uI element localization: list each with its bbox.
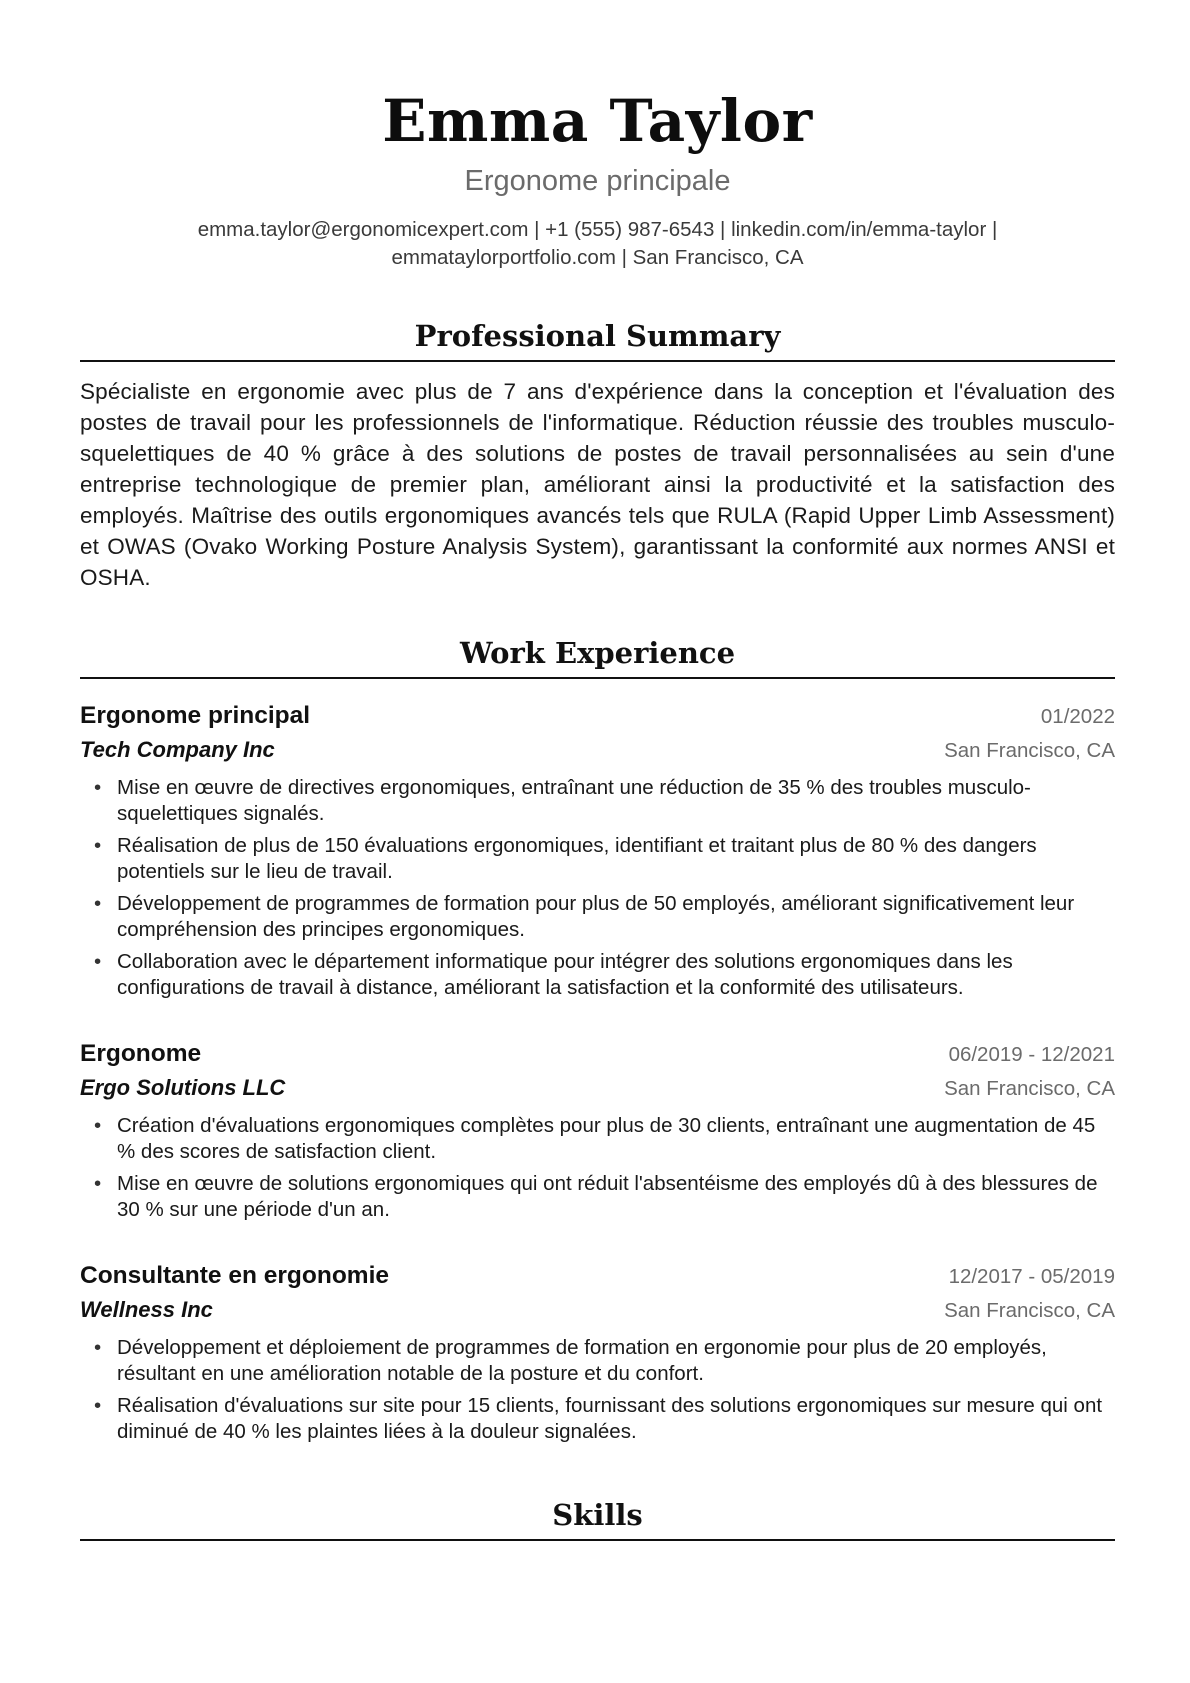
candidate-subtitle: Ergonome principale xyxy=(464,165,731,197)
contact-line-1: emma.taylor@ergonomicexpert.com | +1 (555) 987-6543 | linkedin.com/in/emma-taylor | xyxy=(197,218,998,241)
job-bullet: • Réalisation de plus de 150 évaluations ergonomiques, identifiant et traitant plus de 80 % des dangers potentiels sur le lieu de travail. xyxy=(80,833,1115,885)
job-date: 06/2019 - 12/2021 xyxy=(948,1043,1115,1066)
job-location: San Francisco, CA xyxy=(944,739,1115,762)
candidate-name: Emma Taylor xyxy=(382,87,813,155)
job-bullet: • Développement de programmes de formation pour plus de 50 employés, améliorant significativement leur compréhension des principes ergonomiques. xyxy=(80,891,1115,943)
summary-text: Spécialiste en ergonomie avec plus de 7 ans d'expérience dans la conception et l'évaluation des postes de travail pour les professionnels de l'informatique. Réduction réussie des troubles musculo-squelettiques de 40 % grâce à des solutions de postes de travail personnalisées au sein d'une entreprise technologique de premier plan, améliorant ainsi la productivité et la satisfaction des employés. Maîtrise des outils ergonomiques avancés tels que RULA (Rapid Upper Limb Assessment) et OWAS (Ovako Working Posture Analysis System), garantissant la conformité aux normes ANSI et OSHA. xyxy=(80,379,1115,590)
job-company: Ergo Solutions LLC xyxy=(80,1075,286,1100)
job-bullets xyxy=(80,1335,1115,1445)
job-bullet: • Développement et déploiement de programmes de formation en ergonomie pour plus de 20 employés, résultant en une amélioration notable de la posture et du confort. xyxy=(80,1335,1115,1387)
contact-line-2: emmataylorportfolio.com | San Francisco, CA xyxy=(391,246,804,269)
job-bullet: • Mise en œuvre de directives ergonomiques, entraînant une réduction de 35 % des troubles musculo-squelettiques signalés. xyxy=(80,775,1115,827)
summary-heading: Professional Summary xyxy=(80,318,1115,362)
job-bullet: • Mise en œuvre de solutions ergonomiques qui ont réduit l'absentéisme des employés dû à des blessures de 30 % sur une période d'un an. xyxy=(80,1171,1115,1223)
job-title: Ergonome xyxy=(80,1040,202,1067)
job-entry xyxy=(80,1259,1115,1445)
work-heading: Work Experience xyxy=(80,635,1115,679)
job-location: San Francisco, CA xyxy=(944,1299,1115,1322)
job-bullet: • Collaboration avec le département informatique pour intégrer des solutions ergonomiques dans les configurations de travail à distance, améliorant la satisfaction et la conformité des utilisateurs. xyxy=(80,949,1115,1001)
skills-heading: Skills xyxy=(80,1497,1115,1541)
job-company: Tech Company Inc xyxy=(80,737,275,762)
job-date: 01/2022 xyxy=(1040,705,1115,728)
job-bullet: • Réalisation d'évaluations sur site pour 15 clients, fournissant des solutions ergonomiques sur mesure qui ont diminué de 40 % les plaintes liées à la douleur signalées. xyxy=(80,1393,1115,1445)
job-date: 12/2017 - 05/2019 xyxy=(948,1265,1115,1288)
job-company: Wellness Inc xyxy=(80,1297,213,1322)
job-bullet: • Création d'évaluations ergonomiques complètes pour plus de 30 clients, entraînant une augmentation de 45 % des scores de satisfaction client. xyxy=(80,1113,1115,1165)
job-title: Consultante en ergonomie xyxy=(80,1262,390,1289)
contact-info xyxy=(148,216,1048,272)
job-bullets xyxy=(80,775,1115,1001)
job-entry xyxy=(80,1037,1115,1223)
job-title: Ergonome principal xyxy=(80,702,311,729)
resume-page xyxy=(80,0,1115,1541)
job-bullets xyxy=(80,1113,1115,1223)
job-location: San Francisco, CA xyxy=(944,1077,1115,1100)
job-entry xyxy=(80,699,1115,1001)
